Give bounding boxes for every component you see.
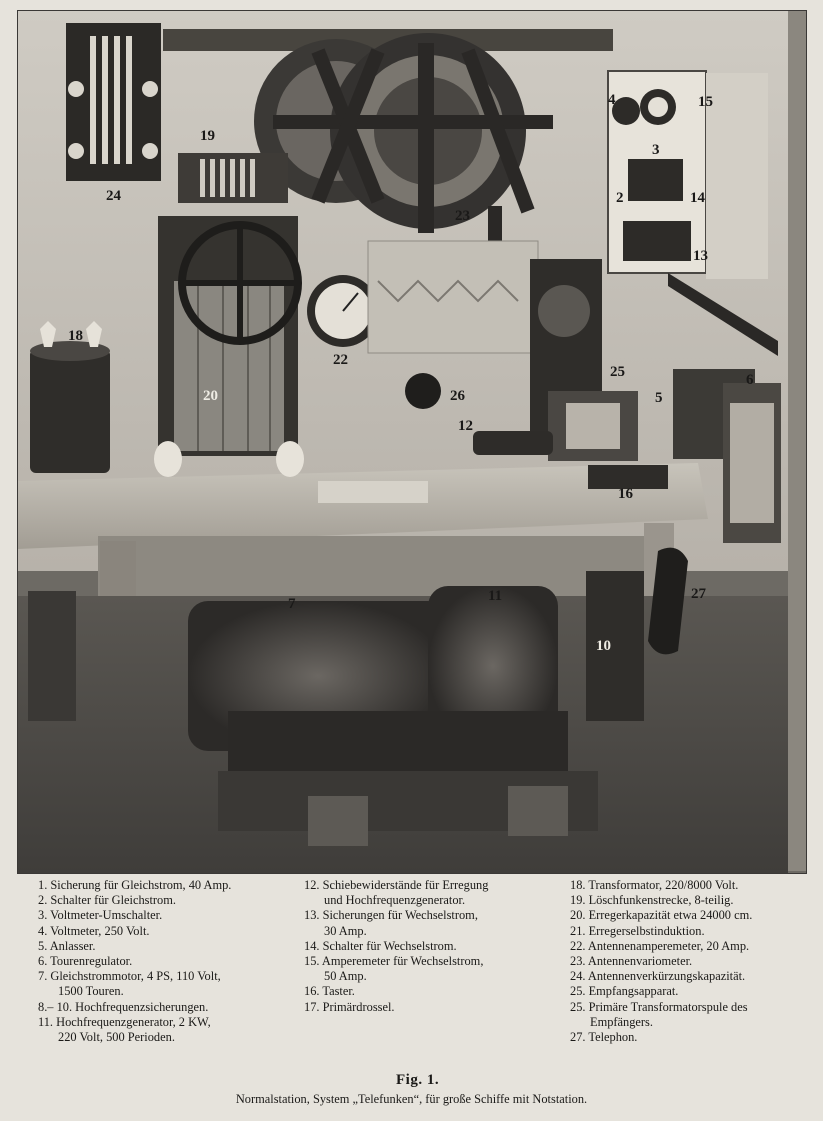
- legend-item: [38, 1015, 296, 1045]
- legend-item: [38, 924, 296, 939]
- legend-item-text: 4. Voltmeter, 250 Volt.: [38, 923, 150, 938]
- legend-item-text: 20. Erregerkapazität etwa 24000 cm.: [570, 908, 753, 923]
- legend-item-text: 19. Löschfunkenstrecke, 8-teilig.: [570, 893, 734, 908]
- label-14: 14: [690, 190, 705, 206]
- legend-item-continuation: 1500 Touren.: [58, 984, 124, 999]
- legend-item-text: 16. Taster.: [304, 984, 355, 999]
- legend-item-continuation: 220 Volt, 500 Perioden.: [58, 1030, 175, 1045]
- legend-item-text: 7. Gleichstrommotor, 4 PS, 110 Volt,: [38, 969, 221, 984]
- legend-item-text: 12. Schiebewiderstände für Erregung: [304, 878, 489, 892]
- legend-item-text: 17. Primärdrossel.: [304, 999, 395, 1014]
- label-3: 3: [652, 142, 660, 158]
- legend-item-text: 8.– 10. Hochfrequenzsicherungen.: [38, 999, 209, 1014]
- label-23: 23: [455, 208, 470, 224]
- label-16: 16: [618, 486, 633, 502]
- label-2: 2: [616, 190, 624, 206]
- legend-item-continuation: 30 Amp.: [324, 923, 367, 938]
- figure-caption: Normalstation, System „Telefunken“, für große Schiffe mit Notstation.: [235, 1092, 588, 1106]
- label-15: 15: [698, 94, 713, 110]
- legend-item-text: 18. Transformator, 220/8000 Volt.: [570, 878, 739, 892]
- label-6: 6: [746, 372, 754, 388]
- label-24: 24: [106, 188, 121, 204]
- label-22: 22: [333, 352, 348, 368]
- legend-item-text: 25. Empfangsapparat.: [570, 984, 679, 999]
- legend-item: [570, 878, 816, 893]
- legend-item-text: 22. Antennenamperemeter, 20 Amp.: [570, 938, 750, 953]
- legend-item-text: 11. Hochfrequenzgenerator, 2 KW,: [38, 1014, 211, 1029]
- station-photo-illustration: [18, 11, 806, 873]
- label-12: 12: [458, 418, 473, 434]
- legend-item: [38, 1000, 296, 1015]
- legend-item-text: 2. Schalter für Gleichstrom.: [38, 893, 176, 908]
- label-11: 11: [488, 588, 503, 604]
- legend-item-text: 15. Amperemeter für Wechselstrom,: [304, 954, 484, 969]
- legend-item-continuation: 50 Amp.: [324, 969, 367, 984]
- legend-item: [38, 893, 296, 908]
- legend-item: [570, 908, 816, 923]
- label-18: 18: [68, 328, 83, 344]
- label-25: 25: [610, 364, 625, 380]
- figure-legend: [38, 878, 808, 1088]
- legend-item: [38, 878, 296, 893]
- legend-item: [38, 954, 296, 969]
- legend-item: [570, 939, 816, 954]
- legend-column-2: [304, 878, 564, 1015]
- legend-item: [570, 1030, 816, 1045]
- label-19: 19: [200, 128, 215, 144]
- legend-item: [38, 939, 296, 954]
- legend-item: [38, 908, 296, 923]
- label-20: 20: [203, 388, 218, 404]
- legend-item-text: 14. Schalter für Wechselstrom.: [304, 938, 457, 953]
- legend-item-text: 21. Erregerselbstinduktion.: [570, 923, 705, 938]
- station-photograph: [17, 10, 807, 874]
- legend-item: [304, 939, 564, 954]
- legend-item: [570, 954, 816, 969]
- label-4: 4: [608, 92, 616, 108]
- legend-item-text: 23. Antennenvariometer.: [570, 954, 693, 969]
- legend-item-text: 27. Telephon.: [570, 1030, 638, 1045]
- legend-column-1: [38, 878, 296, 1045]
- legend-item-continuation: Empfängers.: [590, 1014, 653, 1029]
- legend-item-text: 13. Sicherungen für Wechselstrom,: [304, 908, 478, 923]
- legend-item: [304, 984, 564, 999]
- legend-item: [570, 1000, 816, 1030]
- figure-label: Fig. 1.: [396, 1072, 440, 1088]
- legend-item-text: 24. Antennenverkürzungskapazität.: [570, 969, 746, 984]
- legend-item-text: 25. Primäre Transformatorspule des: [570, 999, 748, 1014]
- label-10: 10: [596, 638, 611, 654]
- legend-item-text: 5. Anlasser.: [38, 938, 96, 953]
- legend-item-continuation: und Hochfrequenzgenerator.: [324, 893, 466, 908]
- label-13: 13: [693, 248, 708, 264]
- legend-item-text: 6. Tourenregulator.: [38, 954, 133, 969]
- legend-item: [304, 1000, 564, 1015]
- legend-item: [304, 954, 564, 984]
- label-7: 7: [288, 596, 296, 612]
- legend-item: [570, 969, 816, 984]
- label-5: 5: [655, 390, 663, 406]
- label-26: 26: [450, 388, 465, 404]
- label-27: 27: [691, 586, 706, 602]
- legend-item: [570, 984, 816, 999]
- legend-item-text: 1. Sicherung für Gleichstrom, 40 Amp.: [38, 878, 232, 892]
- legend-item: [38, 969, 296, 999]
- legend-item: [570, 924, 816, 939]
- legend-item: [304, 908, 564, 938]
- legend-item-text: 3. Voltmeter-Umschalter.: [38, 908, 163, 923]
- legend-item: [304, 878, 564, 908]
- legend-item: [570, 893, 816, 908]
- legend-column-3: [570, 878, 816, 1045]
